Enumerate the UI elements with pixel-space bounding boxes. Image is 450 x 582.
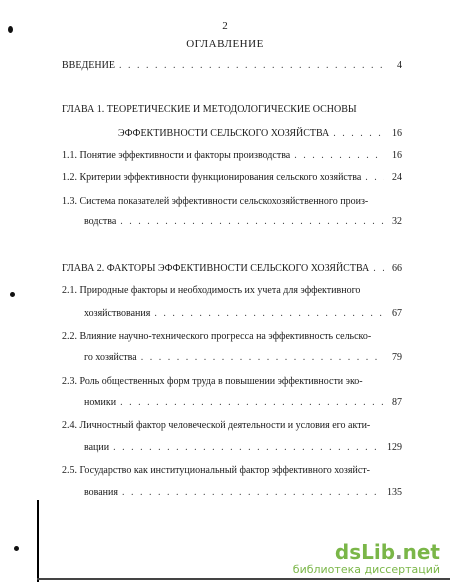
toc-entry-label[interactable]: 2.3. Роль общественных форм труда в повышении эффективности эко- [62, 376, 363, 387]
toc-entry-section[interactable] [62, 172, 402, 184]
toc-entry-chapter1[interactable] [118, 128, 402, 140]
toc-entry-label: ВВЕДЕНИЕ [62, 60, 115, 71]
leader-dots [120, 397, 384, 409]
leader-dots [113, 442, 383, 454]
toc-entry-section[interactable] [62, 150, 402, 162]
leader-dots [365, 172, 384, 184]
toc-entry-section[interactable] [84, 442, 402, 454]
toc-entry-label[interactable]: 2.2. Влияние научно-технического прогресса на эффективность сельско- [62, 331, 372, 342]
toc-entry-section[interactable] [84, 216, 402, 228]
toc-entry-label: 1.2. Критерии эффективности функционирования сельского хозяйства [62, 172, 362, 183]
scan-speck [14, 546, 19, 551]
toc-entry-intro[interactable] [62, 60, 402, 72]
dslib-watermark[interactable] [293, 541, 440, 576]
dslib-logo [293, 541, 440, 563]
toc-entry-label-continued: вования [84, 487, 118, 498]
toc-entry-page: 16 [392, 150, 402, 161]
toc-entry-section[interactable] [84, 308, 402, 320]
scan-speck [10, 292, 15, 297]
leader-dots [154, 308, 384, 320]
toc-entry-page: 67 [392, 308, 402, 319]
toc-entry-chapter2[interactable] [62, 263, 402, 275]
toc-entry-page: 24 [392, 172, 402, 183]
leader-dots [373, 263, 384, 275]
leader-dots [333, 128, 384, 140]
toc-entry-section[interactable] [84, 397, 402, 409]
scan-edge [37, 578, 450, 580]
toc-entry-label-continued: номики [84, 397, 117, 408]
toc-entry-section[interactable] [84, 352, 402, 364]
leader-dots [294, 150, 384, 162]
toc-entry-label[interactable]: 2.4. Личностный фактор человеческой деятельности и условия его акти- [62, 420, 371, 431]
toc-entry-section[interactable] [84, 487, 402, 499]
toc-entry-page: 4 [397, 60, 402, 71]
toc-entry-label[interactable]: 2.1. Природные факторы и необходимость их учета для эффективного [62, 285, 361, 296]
toc-entry-page: 66 [392, 263, 402, 274]
logo-main: dsLib [334, 540, 396, 564]
chapter-title-continued: ЭФФЕКТИВНОСТИ СЕЛЬСКОГО ХОЗЯЙСТВА [118, 128, 330, 139]
scan-edge [37, 500, 39, 582]
toc-title: ОГЛАВЛЕНИЕ [186, 38, 264, 50]
toc-entry-page: 135 [387, 487, 402, 498]
toc-entry-label-continued: го хозяйства [84, 352, 137, 363]
toc-entry-label: 1.1. Понятие эффективности и факторы производства [62, 150, 291, 161]
toc-entry-label-continued: вации [84, 442, 110, 453]
dslib-subtitle: библиотека диссертаций [292, 563, 440, 576]
page-number: 2 [222, 20, 228, 32]
toc-entry-label[interactable]: 2.5. Государство как институциональный фактор эффективного хозяйст- [62, 465, 370, 476]
toc-entry-label-continued: водства [84, 216, 117, 227]
toc-entry-page: 32 [392, 216, 402, 227]
logo-tld: net [402, 540, 440, 564]
leader-dots [141, 352, 384, 364]
leader-dots [119, 60, 384, 72]
toc-entry-page: 87 [392, 397, 402, 408]
toc-entry-label-continued: хозяйствования [84, 308, 151, 319]
toc-entry-page: 129 [387, 442, 402, 453]
toc-entry-page: 79 [392, 352, 402, 363]
chapter-title: ГЛАВА 2. ФАКТОРЫ ЭФФЕКТИВНОСТИ СЕЛЬСКОГО ХОЗЯЙСТВА [62, 263, 370, 274]
toc-entry-page: 16 [392, 128, 402, 139]
leader-dots [122, 487, 383, 499]
toc-entry-label[interactable]: 1.3. Система показателей эффективности сельскохозяйственного произ- [62, 196, 369, 207]
logo-dot: . [395, 540, 403, 564]
leader-dots [120, 216, 384, 228]
chapter-title[interactable]: ГЛАВА 1. ТЕОРЕТИЧЕСКИЕ И МЕТОДОЛОГИЧЕСКИЕ ОСНОВЫ [62, 104, 357, 115]
